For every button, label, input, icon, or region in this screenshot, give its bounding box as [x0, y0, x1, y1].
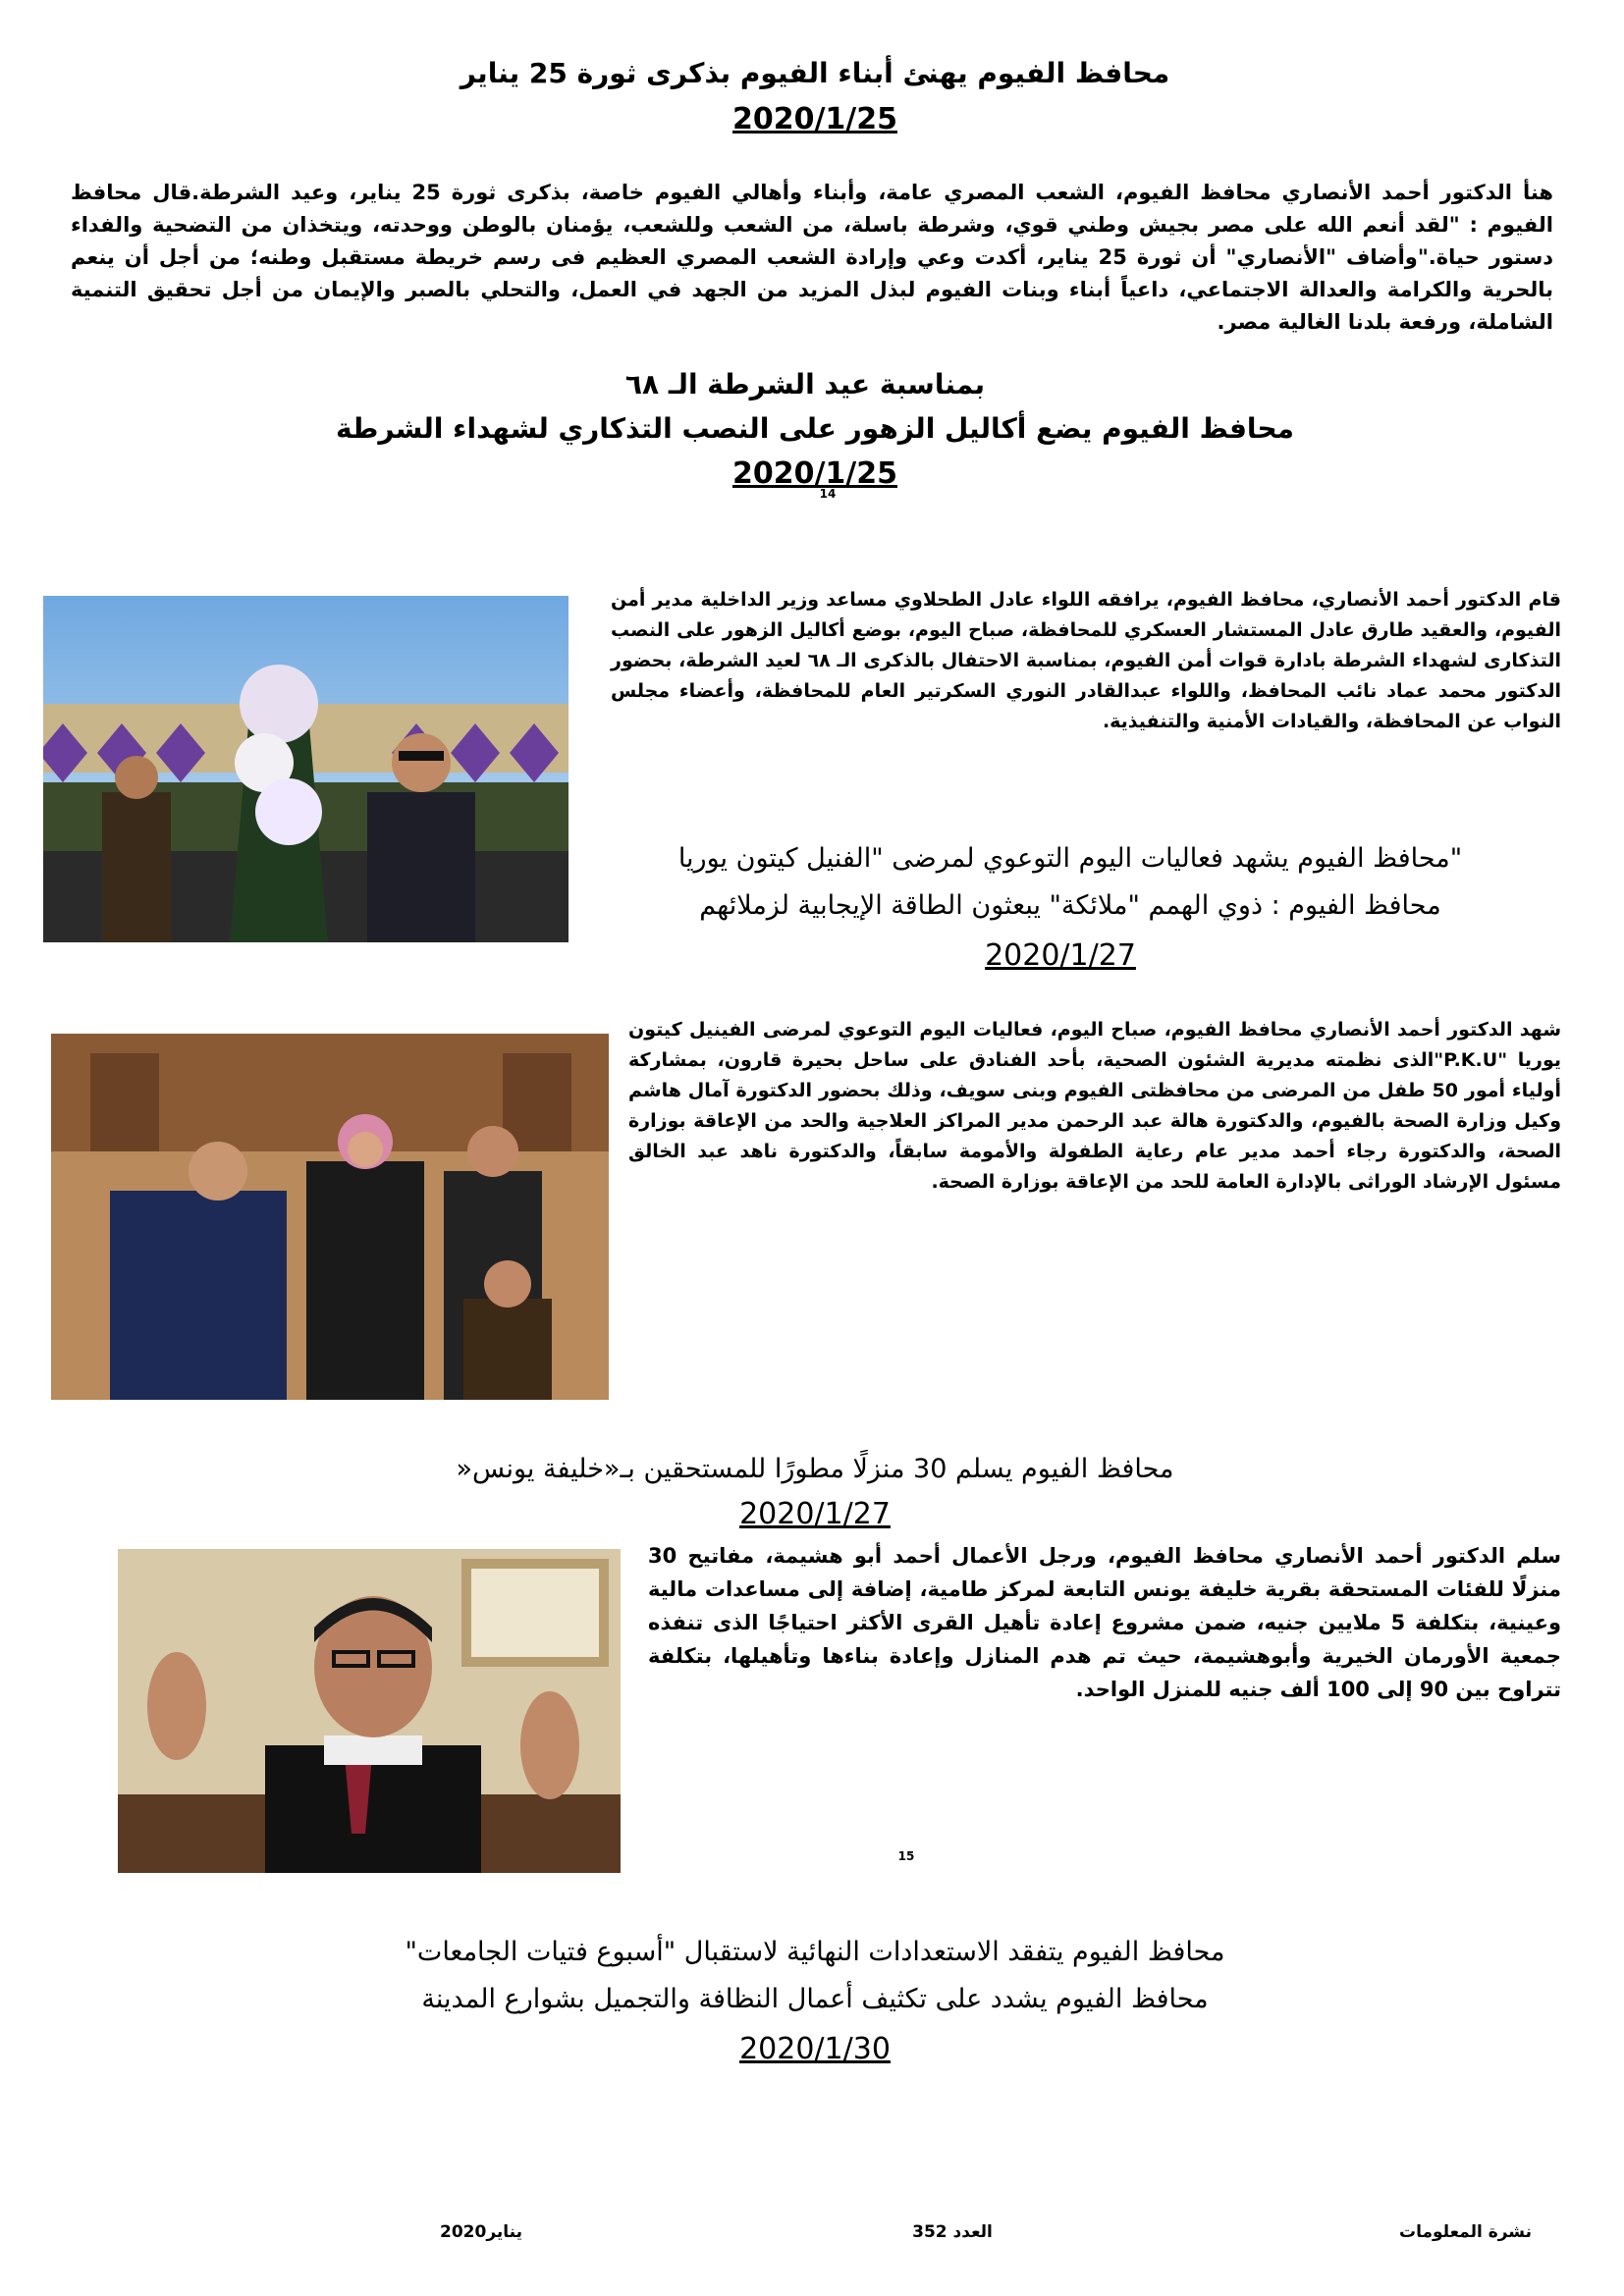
headline-police-wreath: محافظ الفيوم يضع أكاليل الزهور على النصب التذكاري لشهداء الشرطة — [336, 412, 1294, 445]
subtitle-pku-day: محافظ الفيوم : ذوي الهمم "ملائكة" يبعثون الطاقة الإيجابية لزملائهم — [699, 890, 1441, 921]
headline-pku-day: "محافظ الفيوم يشهد فعاليات اليوم التوعوي لمرضى "الفنيل كيتون يوريا — [677, 843, 1463, 874]
body-police-wreath: قام الدكتور أحمد الأنصاري، محافظ الفيوم، يرافقه اللواء عادل الطحلاوي مساعد وزير الداخلية مدير أمن الفيوم، والعقيد طارق عادل المستشار العسكري للمحافظة، صباح اليوم، بوضع أكاليل الزهور على النصب التذكارى لشهداء الشرطة بادارة قوات أمن الفيوم، بمناسبة الاحتفال بالذكرى الـ ٦٨ لعيد الشرطة، بحضور الدكتور محمد عماد نائب المحافظ، واللواء عبدالقادر النوري السكرتير العام للمحافظة، وأعضاء مجلس النواب عن المحافظة، والقيادات الأمنية والتنفيذية. — [611, 589, 1561, 732]
date-university-week: 2020/1/30 — [739, 2032, 891, 2066]
awareness-day-photo — [51, 1034, 609, 1400]
date-khalifa-younes: 2020/1/27 — [739, 1497, 891, 1531]
body-khalifa-younes: سلم الدكتور أحمد الأنصاري محافظ الفيوم، ورجل الأعمال أحمد أبو هشيمة، مفاتيح 30 منزلًا للفئات المستحقة بقرية خليفة يونس التابعة لمركز طامية، إضافة إلى مساعدات مالية وعينية، بتكلفة 5 ملايين جنيه، ضمن مشروع إعادة تأهيل القرى الأكثر احتياجًا الذى تنفذه جمعية الأورمان الخيرية وأبوهشيمة، حيث تم هدم المنازل وإعادة بناءها وتأهيلها، بتكلفة تتراوح بين 90 إلى 100 ألف جنيه للمنزل الواحد. — [648, 1544, 1561, 1701]
footer-publication: نشرة المعلومات — [1398, 2222, 1532, 2242]
headline-revolution: محافظ الفيوم يهنئ أبناء الفيوم بذكرى ثورة 25 يناير — [460, 57, 1170, 89]
footer-month: يناير2020 — [440, 2222, 522, 2242]
footer-issue: العدد 352 — [912, 2222, 993, 2242]
kicker-police-day: بمناسبة عيد الشرطة الـ ٦٨ — [624, 368, 986, 400]
headline-khalifa-younes: محافظ الفيوم يسلم 30 منزلًا مطورًا للمستحقين بـ«خليفة يونس« — [456, 1454, 1174, 1484]
headline-university-week: محافظ الفيوم يتفقد الاستعدادات النهائية لاستقبال "أسبوع فتيات الجامعات" — [405, 1937, 1225, 1967]
page-number-14: 14 — [819, 487, 837, 501]
page-number-15: 15 — [897, 1849, 915, 1863]
governor-portrait-photo — [118, 1549, 621, 1873]
wreath-ceremony-photo — [43, 596, 568, 942]
date-pku-day: 2020/1/27 — [985, 938, 1136, 973]
body-revolution: هنأ الدكتور أحمد الأنصاري محافظ الفيوم، الشعب المصري عامة، وأبناء وأهالي الفيوم خاصة، بذكرى ثورة 25 يناير، وعيد الشرطة.قال محافظ الفيوم : "لقد أنعم الله على مصر بجيش وطني قوي، وشرطة باسلة، من الشعب وللشعب، يؤمنان بالوطن ووحدته، ويتخذان من التضحية والفداء دستور حياة."وأضاف "الأنصاري" أن ثورة 25 يناير، أكدت وعي وإرادة الشعب المصري العظيم فى رسم خريطة مستقبل وطنه؛ من أجل أن ينعم بالحرية والكرامة والعدالة الاجتماعي، داعياً أبناء وبنات الفيوم لبذل المزيد من الجهد في العمل، والتحلي بالصبر والإيمان من أجل تحقيق التنمية الشاملة، ورفعة بلدنا الغالية مصر. — [71, 181, 1554, 334]
subtitle-university-week: محافظ الفيوم يشدد على تكثيف أعمال النظافة والتجميل بشوارع المدينة — [421, 1984, 1209, 2014]
date-police-wreath: 2020/1/25 — [731, 456, 898, 491]
body-pku-day: شهد الدكتور أحمد الأنصاري محافظ الفيوم، صباح اليوم، فعاليات اليوم التوعوي لمرضى الفينيل كيتون يوريا "P.K.U"الذى نظمته مديرية الشئون الصحية، بأحد الفنادق على ساحل بحيرة قارون، بمشاركة أولياء أمور 50 طفل من المرضى من محافظتى الفيوم وبنى سويف، وذلك بحضور الدكتورة آمال هاشم وكيل وزارة الصحة بالفيوم، والدكتورة هالة عبد الرحمن مدير المراكز العلاجية والحد من الإعاقة بوزارة الصحة، والدكتورة رجاء أحمد مدير عام رعاية الطفولة والأمومة سابقاً، والدكتورة ناهد عبد الخالق مسئول الإرشاد الوراثى بالإدارة العامة للحد من الإعاقة بوزارة الصحة. — [628, 1019, 1561, 1193]
date-revolution: 2020/1/25 — [731, 102, 898, 136]
